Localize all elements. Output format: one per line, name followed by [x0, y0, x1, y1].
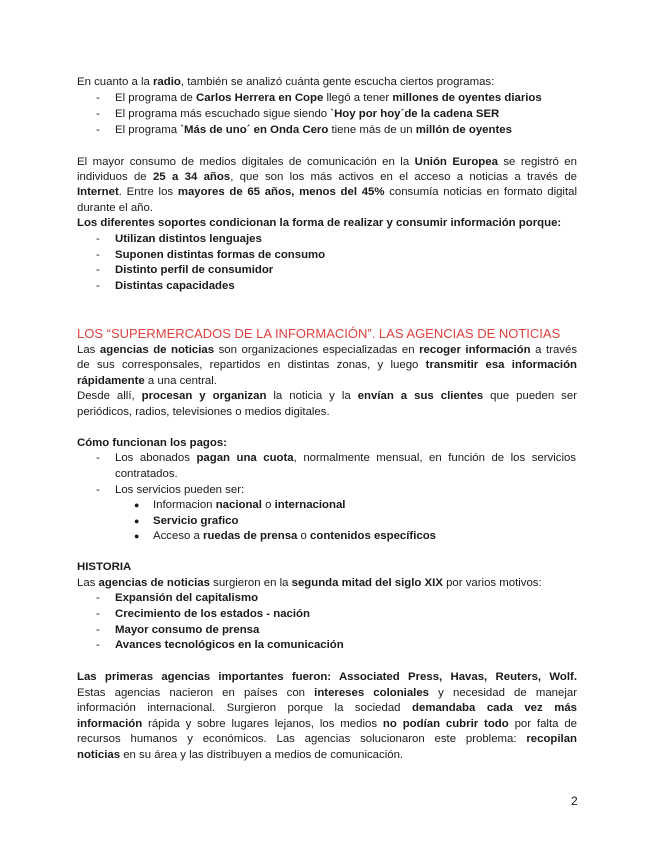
historia-intro: Las agencias de noticias surgieron en la segunda mitad del siglo XIX por varios motivos:	[77, 577, 542, 589]
section-heading: LOS “SUPERMERCADOS DE LA INFORMACIÓN”. LAS AGENCIAS DE NOTICIAS	[77, 326, 561, 341]
historia-line: Las primeras agencias importantes fueron: Associated Press, Havas, Reuters, Wolf.	[77, 671, 577, 683]
agencias-line: de sus corresponsales, repartidos en distintas zonas, y luego transmitir esa información	[77, 359, 577, 371]
historia-line: recursos humanos y económicos. Las agencias solucionaron este problema: recopilan	[77, 733, 577, 745]
historia-title: HISTORIA	[77, 561, 132, 573]
digital-line: El mayor consumo de medios digitales de comunicación en la Unión Europea se registró en	[77, 156, 577, 168]
digital-line: individuos de 25 a 34 años, que son los más activos en el acceso a noticias a través de	[77, 171, 577, 183]
agencias-line: Las agencias de noticias son organizaciones especializadas en recoger información a través	[77, 344, 578, 356]
digital-line: Internet. Entre los mayores de 65 años, menos del 45% consumía noticias en formato digital	[77, 186, 577, 198]
pagos-title: Cómo funcionan los pagos:	[77, 437, 227, 449]
page-number: 2	[571, 794, 578, 808]
historia-line: información rápida y sobre lugares lejanos, los medios no podían cubrir todo por falta de	[77, 718, 577, 730]
soportes-title: Los diferentes soportes condicionan la forma de realizar y consumir información porque:	[77, 217, 562, 229]
digital-line: durante el año.	[77, 202, 153, 214]
agencias-line: Desde allí, procesan y organizan la noticia y la envían a sus clientes que pueden ser	[77, 390, 577, 402]
historia-line: información internacional. Surgieron porque la sociedad demandaba cada vez más	[77, 702, 577, 714]
agencias-line: rápidamente a una central.	[77, 375, 217, 387]
agencias-line: periódicos, radios, televisiones o medios digitales.	[77, 406, 330, 418]
historia-line: noticias en su área y las distribuyen a medios de comunicación.	[77, 749, 404, 761]
historia-line: Estas agencias nacieron en países con intereses coloniales y necesidad de manejar	[77, 687, 577, 699]
radio-intro: En cuanto a la radio, también se analizó cuánta gente escucha ciertos programas:	[77, 76, 495, 88]
